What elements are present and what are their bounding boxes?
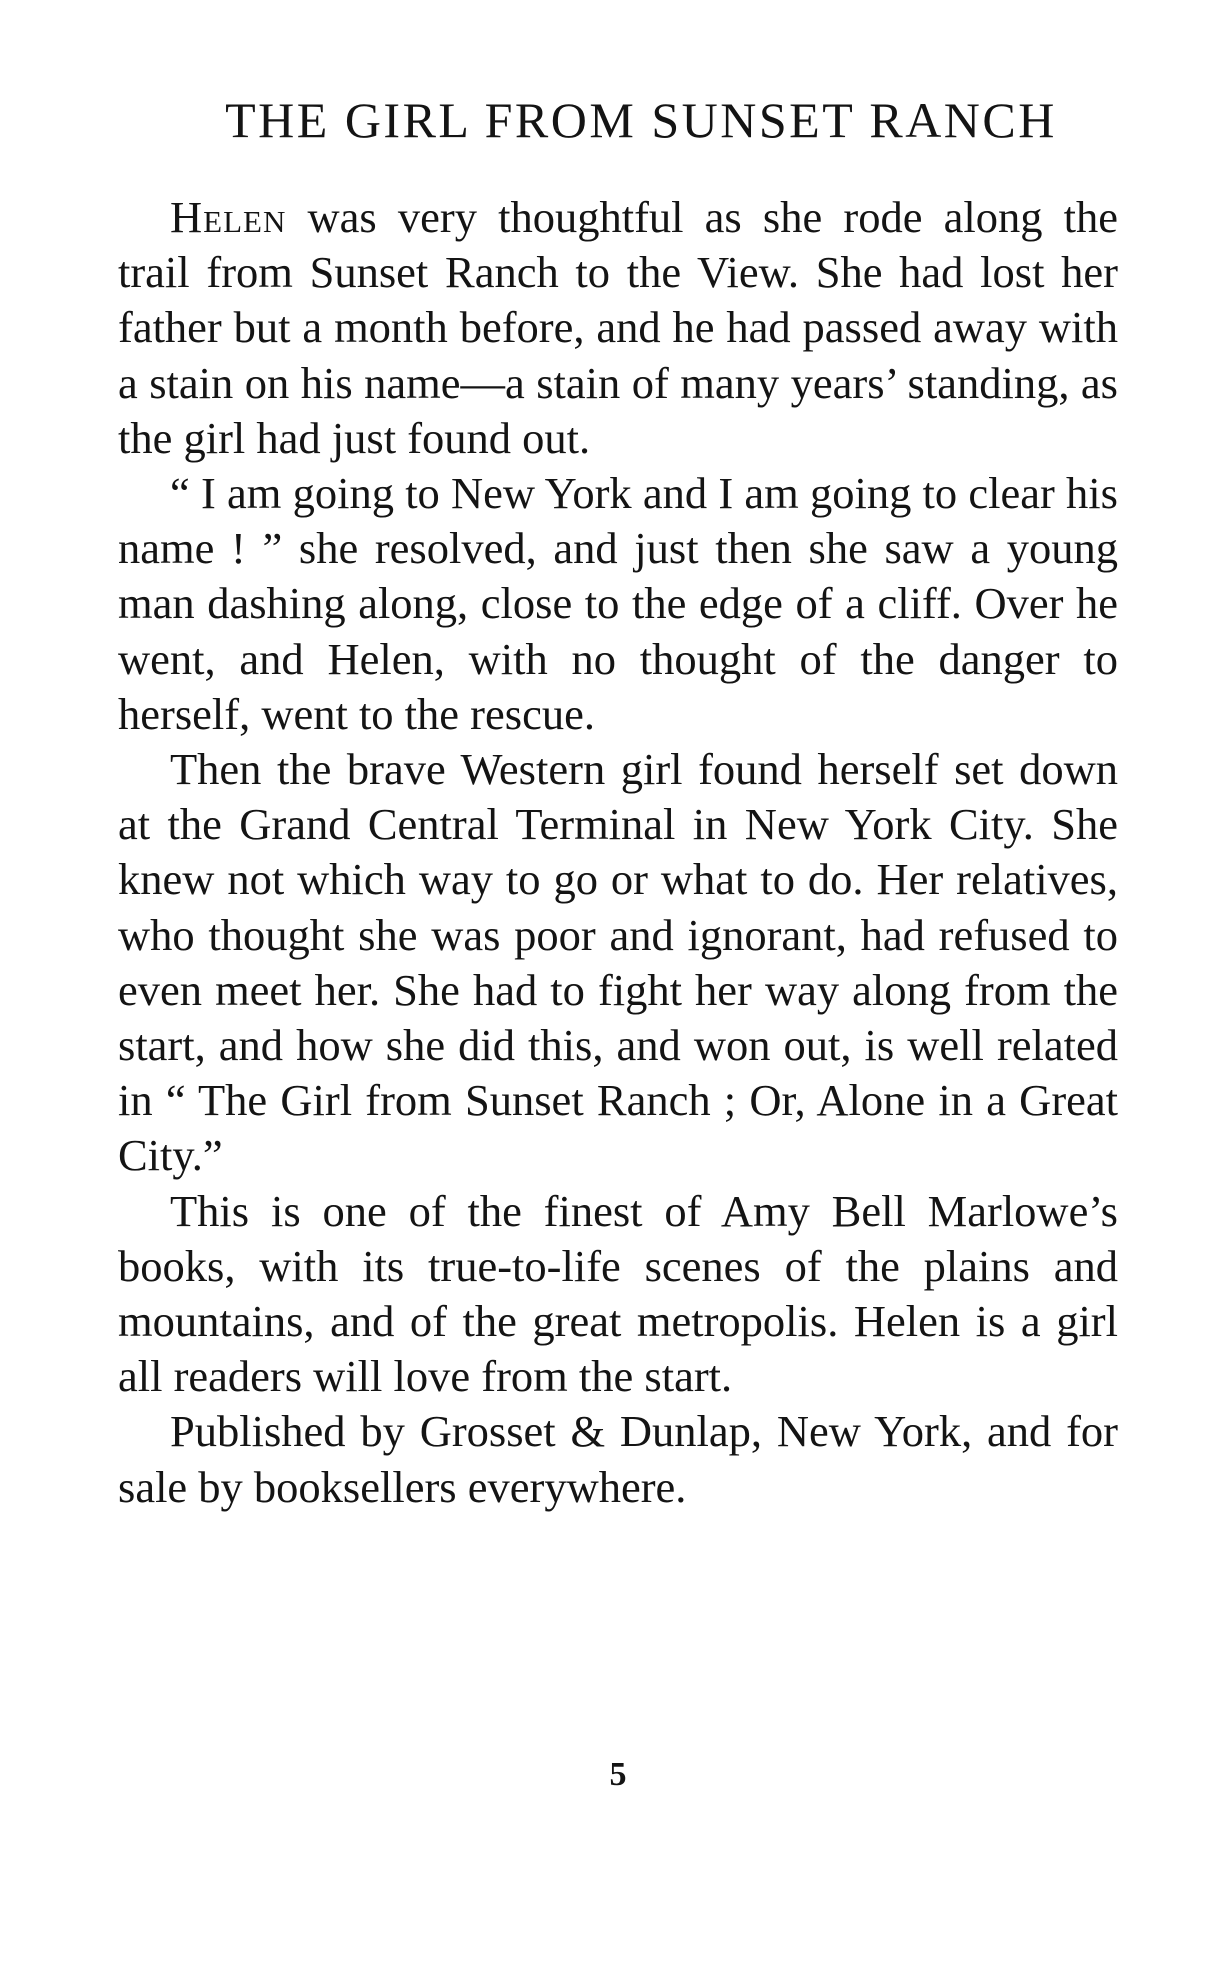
paragraph-lead-word: Helen	[170, 192, 287, 242]
paragraph-1	[118, 190, 1118, 466]
page-number: 5	[609, 1756, 627, 1793]
paragraph-2: “ I am going to New York and I am going to clear his name ! ” she resolved, and just then she saw a young man dashing along, close to the edge of a cliff. Over he went, and Helen, with no thought of the danger to herself, went to the rescue.	[118, 468, 1118, 739]
running-head: THE GIRL FROM SUNSET RANCH	[225, 92, 1057, 148]
paragraph-5: Published by Grosset & Dunlap, New York, and for sale by booksellers everywhere.	[118, 1406, 1118, 1512]
paragraph-text: was very thoughtful as she rode along the trail from Sunset Ranch to the View. She had lost her father but a month before, and he had passed away with a stain on his name—a stain of many years’ standing, as the girl had just found out.	[118, 192, 1118, 463]
paragraph-4: This is one of the finest of Amy Bell Marlowe’s books, with its true-to-life scenes of the plains and mountains, and of the great metropolis. Helen is a girl all readers will love from the start.	[118, 1185, 1118, 1402]
body-text	[118, 190, 1118, 1515]
book-page	[118, 0, 1118, 1964]
paragraph-3: Then the brave Western girl found herself set down at the Grand Central Terminal in New York City. She knew not which way to go or what to do. Her relatives, who thought she was poor and ignorant, had refused to even meet her. She had to fight her way along from the start, and how she did this, and won out, is well related in “ The Girl from Sunset Ranch ; Or, Alone in a Great City.”	[118, 744, 1118, 1181]
